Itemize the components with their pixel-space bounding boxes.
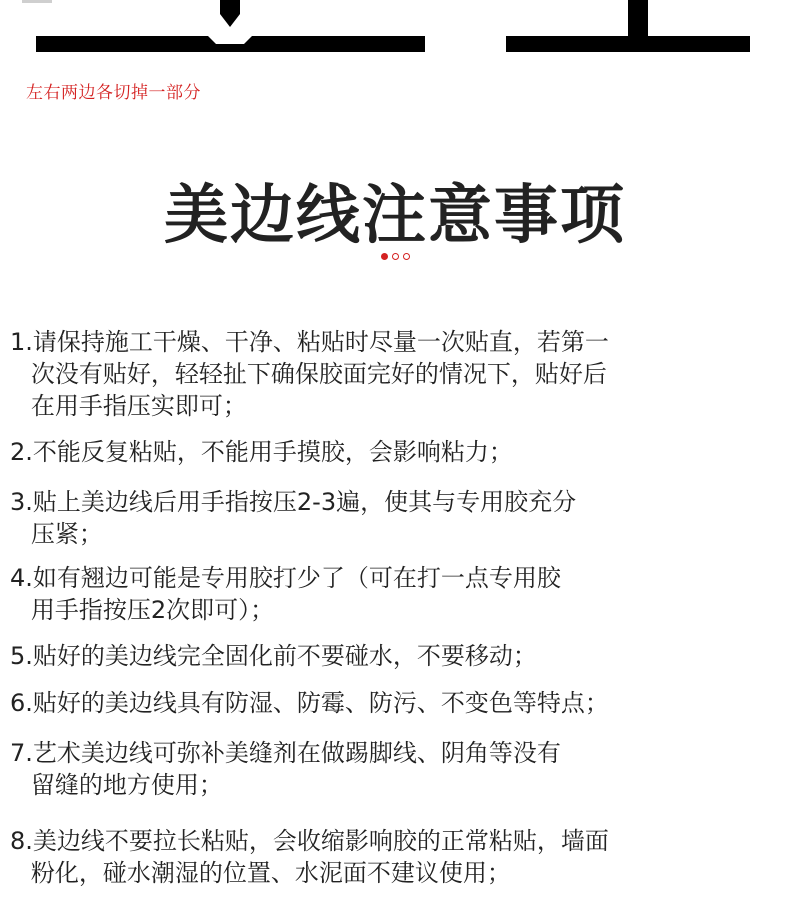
note-line: 请保持施工干燥、干净、粘贴时尽量一次贴直，若第一 — [32, 328, 609, 356]
trim-diagram — [0, 0, 790, 60]
note-item-3 — [10, 486, 780, 550]
dot-hollow — [392, 253, 399, 260]
dot-filled — [381, 253, 388, 260]
note-number: 3. — [10, 488, 33, 516]
note-line: 留缝的地方使用； — [30, 771, 223, 799]
note-item-8 — [10, 825, 780, 889]
note-item-6 — [10, 687, 780, 719]
note-line: 贴好的美边线具有防湿、防霉、防污、不变色等特点； — [32, 689, 609, 717]
note-line: 在用手指压实即可； — [30, 392, 247, 420]
corner-mark — [22, 0, 52, 3]
note-number: 8. — [10, 827, 33, 855]
note-line: 美边线不要拉长粘贴，会收缩影响胶的正常粘贴，墙面 — [32, 827, 609, 855]
note-line: 如有翘边可能是专用胶打少了（可在打一点专用胶 — [32, 564, 561, 592]
note-line: 贴上美边线后用手指按压2-3遍，使其与专用胶充分 — [32, 488, 577, 516]
note-item-5 — [10, 640, 780, 672]
note-item-2 — [10, 436, 780, 468]
note-line: 不能反复粘贴，不能用手摸胶，会影响粘力； — [32, 438, 513, 466]
note-number: 7. — [10, 739, 33, 767]
page-title: 美边线注意事项 — [164, 178, 626, 253]
note-line: 次没有贴好，轻轻扯下确保胶面完好的情况下，贴好后 — [30, 360, 607, 388]
center-trim-piece — [220, 0, 240, 27]
cut-caption: 左右两边各切掉一部分 — [26, 83, 201, 103]
note-number: 4. — [10, 564, 33, 592]
note-number: 1. — [10, 328, 33, 356]
note-number: 5. — [10, 642, 33, 670]
note-line: 贴好的美边线完全固化前不要碰水，不要移动； — [32, 642, 537, 670]
right-trim-post — [628, 0, 648, 38]
note-line: 压紧； — [30, 520, 103, 548]
note-line: 粉化，碰水潮湿的位置、水泥面不建议使用； — [30, 859, 511, 887]
left-trim-strip — [36, 36, 425, 52]
dot-hollow — [403, 253, 410, 260]
note-number: 2. — [10, 438, 33, 466]
note-item-4 — [10, 562, 780, 626]
note-line: 用手指按压2次即可）； — [30, 596, 275, 624]
title-divider-dots — [0, 253, 790, 260]
note-number: 6. — [10, 689, 33, 717]
note-line: 艺术美边线可弥补美缝剂在做踢脚线、阴角等没有 — [32, 739, 561, 767]
right-trim-strip — [506, 36, 750, 52]
note-item-7 — [10, 737, 780, 801]
note-item-1 — [10, 326, 780, 422]
